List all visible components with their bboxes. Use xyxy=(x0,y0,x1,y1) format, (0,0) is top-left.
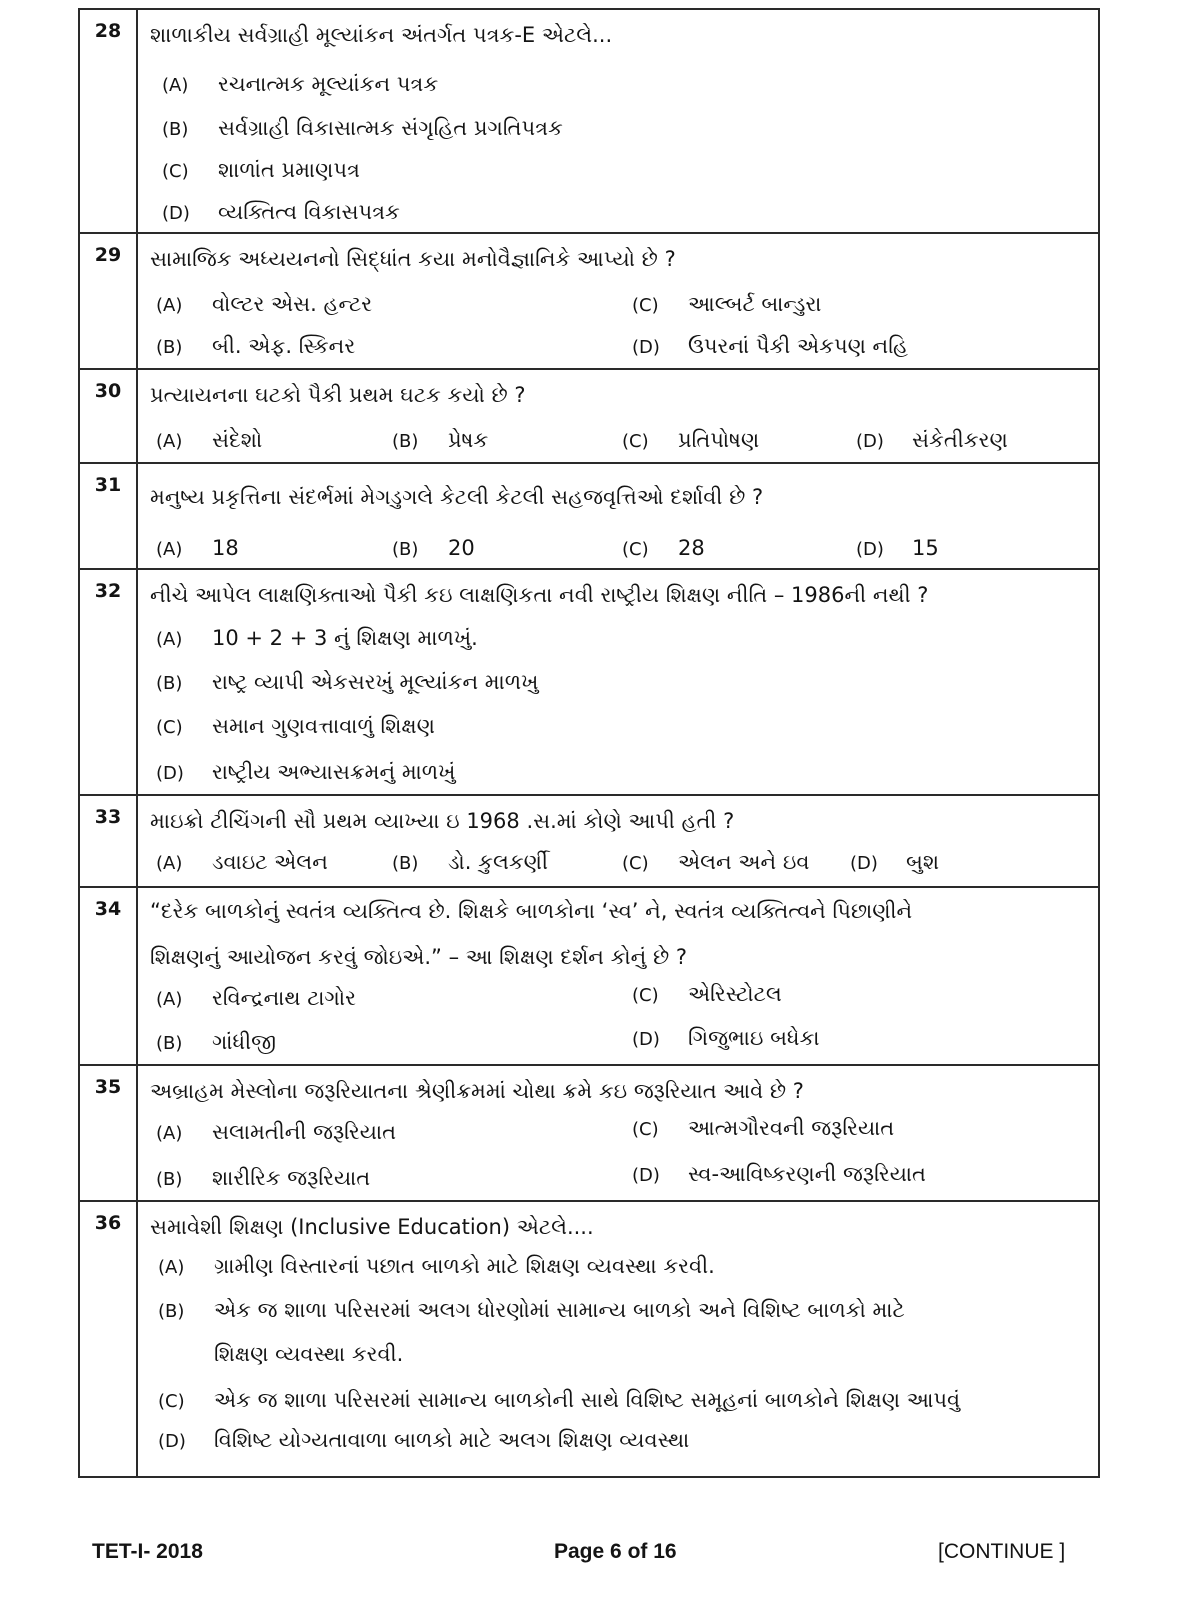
option-a: (A) ગ્રામીણ વિસ્તારનાં પછાત બાળકો માટે શિક્ષણ વ્યવસ્થા કરવી. xyxy=(158,1254,715,1278)
option-d: (D) રાષ્ટ્રીય અભ્યાસક્રમનું માળખું xyxy=(156,760,456,784)
option-b: (B) ડો. કુલકર્ણી xyxy=(392,850,548,874)
option-b: (B) ગાંધીજી xyxy=(156,1030,276,1054)
option-b: (B) સર્વગ્રાહી વિકાસાત્મક સંગૃહિત પ્રગતિપત્રક xyxy=(162,116,563,140)
option-a: (A) સલામતીની જરૂરિયાત xyxy=(156,1120,397,1144)
option-c: (C) એરિસ્ટોટલ xyxy=(632,982,782,1006)
option-a: (A) વોલ્ટર એસ. હન્ટર xyxy=(156,292,373,316)
question-text: સમાવેશી શિક્ષણ (Inclusive Education) એટલે.... xyxy=(150,1215,594,1239)
option-b: (B) પ્રેષક xyxy=(392,428,489,452)
option-c: (C) શાળાંત પ્રમાણપત્ર xyxy=(162,158,360,182)
option-b: (B) બી. એફ. સ્કિનર xyxy=(156,334,356,358)
option-d: (D) બુશ xyxy=(850,850,940,874)
question-31 xyxy=(80,464,1098,570)
option-b: (B) શારીરિક જરૂરિયાત xyxy=(156,1166,371,1190)
option-c: (C) એલન અને ઇવ xyxy=(622,850,810,874)
option-c: (C) આત્મગૌરવની જરૂરિયાત xyxy=(632,1116,895,1140)
option-c: (C) આલ્બર્ટ બાન્ડુરા xyxy=(632,292,822,316)
option-d: (D) ગિજુભાઇ બધેકા xyxy=(632,1026,820,1050)
question-table xyxy=(78,8,1100,1478)
question-number: 36 xyxy=(80,1202,138,1478)
question-number: 32 xyxy=(80,570,138,794)
option-c: (C) એક જ શાળા પરિસરમાં સામાન્ય બાળકોની સાથે વિશિષ્ટ સમૂહનાં બાળકોને શિક્ષણ આપવું xyxy=(158,1388,961,1412)
question-number: 35 xyxy=(80,1066,138,1200)
option-b-continued: શિક્ષણ વ્યવસ્થા કરવી. xyxy=(214,1342,404,1366)
question-30 xyxy=(80,370,1098,464)
question-text: પ્રત્યાયનના ઘટકો પૈકી પ્રથમ ઘટક કયો છે ? xyxy=(150,383,526,407)
question-28 xyxy=(80,10,1098,234)
option-d: (D) વિશિષ્ટ યોગ્યતાવાળા બાળકો માટે અલગ શિક્ષણ વ્યવસ્થા xyxy=(158,1428,690,1452)
option-a: (A) ડવાઇટ એલન xyxy=(156,850,328,874)
question-36 xyxy=(80,1202,1098,1478)
option-d: (D) ઉપરનાં પૈકી એકપણ નહિ xyxy=(632,334,908,358)
question-33 xyxy=(80,796,1098,888)
question-text: નીચે આપેલ લાક્ષણિક્તાઓ પૈકી કઇ લાક્ષણિકતા નવી રાષ્ટ્રીય શિક્ષણ નીતિ – 1986ની નથી ? xyxy=(150,583,929,607)
option-d: (D) સંકેતીકરણ xyxy=(856,428,1008,452)
option-c: (C) 28 xyxy=(622,536,705,560)
page-indicator: Page 6 of 16 xyxy=(554,1540,677,1563)
question-text: માઇક્રો ટીચિંગની સૌ પ્રથમ વ્યાખ્યા ઇ 1968 .સ.માં કોણે આપી હતી ? xyxy=(150,809,735,833)
option-d: (D) વ્યક્તિત્વ વિકાસપત્રક xyxy=(162,200,400,224)
question-number: 34 xyxy=(80,888,138,1064)
option-a: (A) 10 + 2 + 3 નું શિક્ષણ માળખું. xyxy=(156,626,478,650)
question-text: શાળાકીય સર્વગ્રાહી મૂલ્યાંકન અંતર્ગત પત્રક-E એટલે... xyxy=(150,23,613,47)
option-a: (A) સંદેશો xyxy=(156,428,263,452)
question-32 xyxy=(80,570,1098,796)
exam-code: TET-I- 2018 xyxy=(92,1540,203,1563)
question-number: 29 xyxy=(80,234,138,368)
question-text: અબ્રાહમ મેસ્લોના જરૂરિયાતના શ્રેણીક્રમમાં ચોથા ક્રમે કઇ જરૂરિયાત આવે છે ? xyxy=(150,1079,804,1103)
question-number: 33 xyxy=(80,796,138,886)
option-b: (B) રાષ્ટ્ર વ્યાપી એકસરખું મૂલ્યાંકન માળખુ xyxy=(156,670,539,694)
continue-label: [CONTINUE ] xyxy=(938,1540,1066,1563)
question-35 xyxy=(80,1066,1098,1202)
option-c: (C) સમાન ગુણવત્તાવાળું શિક્ષણ xyxy=(156,714,435,738)
question-34 xyxy=(80,888,1098,1066)
option-d: (D) સ્વ-આવિષ્કરણની જરૂરિયાત xyxy=(632,1162,926,1186)
option-c: (C) પ્રતિપોષણ xyxy=(622,428,760,452)
option-b: (B) એક જ શાળા પરિસરમાં અલગ ધોરણોમાં સામાન્ય બાળકો અને વિશિષ્ટ બાળકો માટે xyxy=(158,1298,905,1322)
option-a: (A) રવિન્દ્રનાથ ટાગોર xyxy=(156,986,356,1010)
question-number: 28 xyxy=(80,10,138,232)
question-29 xyxy=(80,234,1098,370)
question-number: 31 xyxy=(80,464,138,568)
option-a: (A) રચનાત્મક મૂલ્યાંકન પત્રક xyxy=(162,72,439,96)
question-text: મનુષ્ય પ્રકૃત્તિના સંદર્ભમાં મેગડુગલે કેટલી કેટલી સહજવૃત્તિઓ દર્શાવી છે ? xyxy=(150,485,764,509)
question-number: 30 xyxy=(80,370,138,462)
option-d: (D) 15 xyxy=(856,536,939,560)
question-text: “દરેક બાળકોનું સ્વતંત્ર વ્યક્તિત્વ છે. શિક્ષકે બાળકોના ‘સ્વ’ ને, સ્વતંત્ર વ્યક્તિત્વને પિછાણીને શિક્ષણનું આયોજન કરવું જોઇએ.” – આ શિક્ષણ દર્શન કોનું છે ? xyxy=(150,899,913,969)
option-a: (A) 18 xyxy=(156,536,239,560)
option-b: (B) 20 xyxy=(392,536,475,560)
question-text: સામાજિક અધ્યયનનો સિદ્ધાંત કયા મનોવૈજ્ઞાનિકે આપ્યો છે ? xyxy=(150,247,676,271)
